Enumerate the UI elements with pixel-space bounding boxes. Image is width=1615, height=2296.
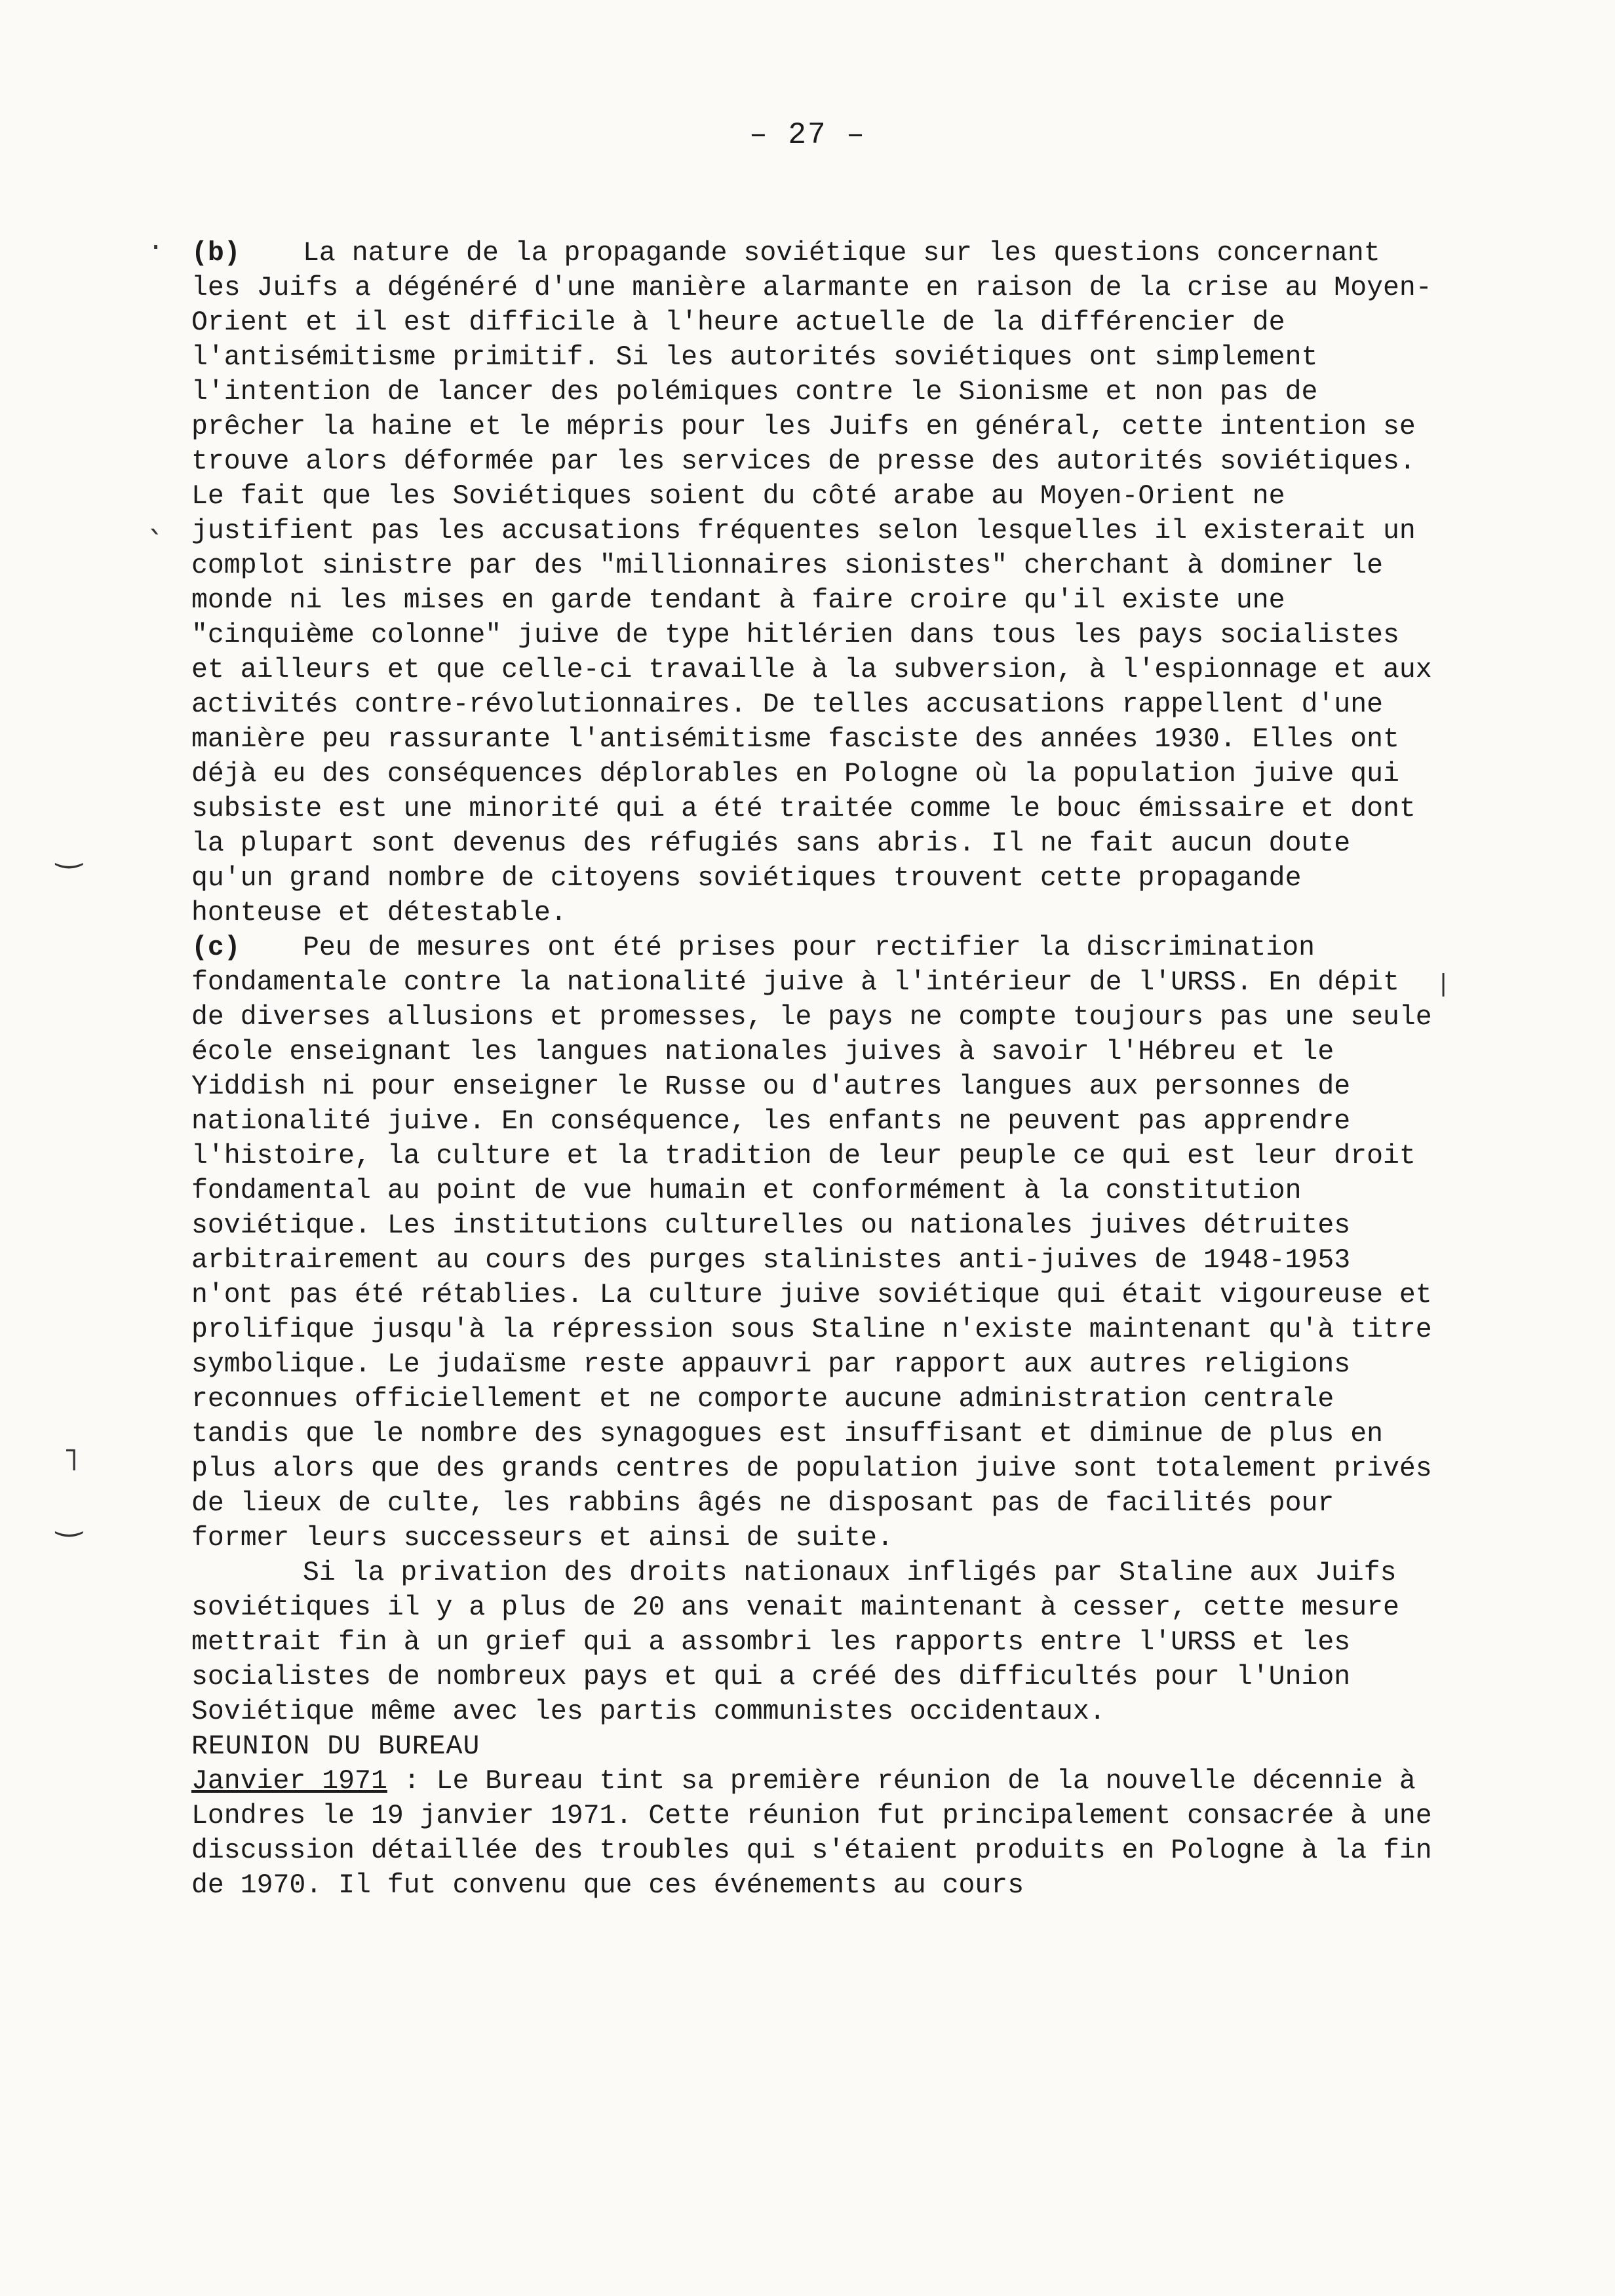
january-entry bbox=[191, 1764, 1437, 1903]
margin-dot-mark: · bbox=[151, 229, 161, 266]
section-heading: REUNION DU BUREAU bbox=[191, 1731, 480, 1762]
closing-paragraph bbox=[191, 1556, 1437, 1729]
closing-paragraph-text: Si la privation des droits nationaux infligés par Staline aux Juifs soviétiques il y a plus de 20 ans venait maintenant à cesser, cette mesure mettrait fin à un grief qui a assombri les rapports entre l'URSS et les socialistes de nombreux pays et qui a créé des difficultés pour l'Union Soviétique même avec les partis communistes occidentaux. bbox=[191, 1558, 1399, 1727]
section-c-label: (c) bbox=[191, 932, 241, 963]
margin-curve-mark: ‿ bbox=[56, 1501, 82, 1537]
document-body bbox=[191, 236, 1437, 1903]
section-b bbox=[191, 236, 1437, 930]
page-number: – 27 – bbox=[749, 118, 866, 152]
section-c bbox=[191, 930, 1437, 1556]
entry-separator: : bbox=[387, 1766, 437, 1797]
entry-date: Janvier 1971 bbox=[191, 1766, 387, 1797]
margin-hook-mark: ˥ bbox=[63, 1442, 79, 1478]
section-b-text: La nature de la propagande soviétique sur les questions concernant les Juifs a dégénéré d'une manière alarmante en raison de la crise au Moyen-Orient et il est difficile à l'heure actuelle de la différencier de l'antisémitisme primitif. Si les autorités soviétiques ont simplement l'intention de lancer des polémiques contre le Sionisme et non pas de prêcher la haine et le mépris pour les Juifs en général, cette intention se trouve alors déformée par les services de presse des autorités soviétiques. Le fait que les Soviétiques soient du côté arabe au Moyen-Orient ne justifient pas les accusations fréquentes selon lesquelles il existerait un complot sinistre par des "millionnaires sionistes" cherchant à dominer le monde ni les mises en garde tendant à faire croire qu'il existe une "cinquième colonne" juive de type hitlérien dans tous les pays socialistes et ailleurs et que celle-ci travaille à la subversion, à l'espionnage et aux activités contre-révolutionnaires. De telles accusations rappellent d'une manière peu rassurante l'antisémitisme fasciste des années 1930. Elles ont déjà eu des conséquences déplorables en Pologne où la population juive qui subsiste est une minorité qui a été traitée comme le bouc émissaire et dont la plupart sont devenus des réfugiés sans abris. Il ne fait aucun doute qu'un grand nombre de citoyens soviétiques trouvent cette propagande honteuse et détestable. bbox=[191, 238, 1432, 928]
section-c-text: Peu de mesures ont été prises pour rectifier la discrimination fondamentale contre la nationalité juive à l'intérieur de l'URSS. En dépit de diverses allusions et promesses, le pays ne compte toujours pas une seule école enseignant les langues nationales juives à savoir l'Hébreu et le Yiddish ni pour enseigner le Russe ou d'autres langues aux personnes de nationalité juive. En conséquence, les enfants ne peuvent pas apprendre l'histoire, la culture et la tradition de leur peuple ce qui est leur droit fondamental au point de vue humain et conformément à la constitution soviétique. Les institutions culturelles ou nationales juives détruites arbitrairement au cours des purges stalinistes anti-juives de 1948-1953 n'ont pas été rétablies. La culture juive soviétique qui était vigoureuse et prolifique jusqu'à la répression sous Staline n'existe maintenant qu'à titre symbolique. Le judaïsme reste appauvri par rapport aux autres religions reconnues officiellement et ne comporte aucune administration centrale tandis que le nombre des synagogues est insuffisant et diminue de plus en plus alors que des grands centres de population juive sont totalement privés de lieux de culte, les rabbins âgés ne disposant pas de facilités pour former leurs successeurs et ainsi de suite. bbox=[191, 932, 1432, 1554]
margin-tick-mark: ˎ bbox=[148, 498, 164, 535]
entry-text: Le Bureau tint sa première réunion de la nouvelle décennie à Londres le 19 janvier 1971. Cette réunion fut principalement consacrée à une discussion détaillée des troubles qui s'étaient produits en Pologne à la fin de 1970. Il fut convenu que ces événements au cours bbox=[191, 1766, 1432, 1901]
margin-curve-mark: ‿ bbox=[56, 832, 82, 869]
margin-bar-mark: | bbox=[1439, 970, 1448, 997]
section-b-label: (b) bbox=[191, 238, 241, 269]
